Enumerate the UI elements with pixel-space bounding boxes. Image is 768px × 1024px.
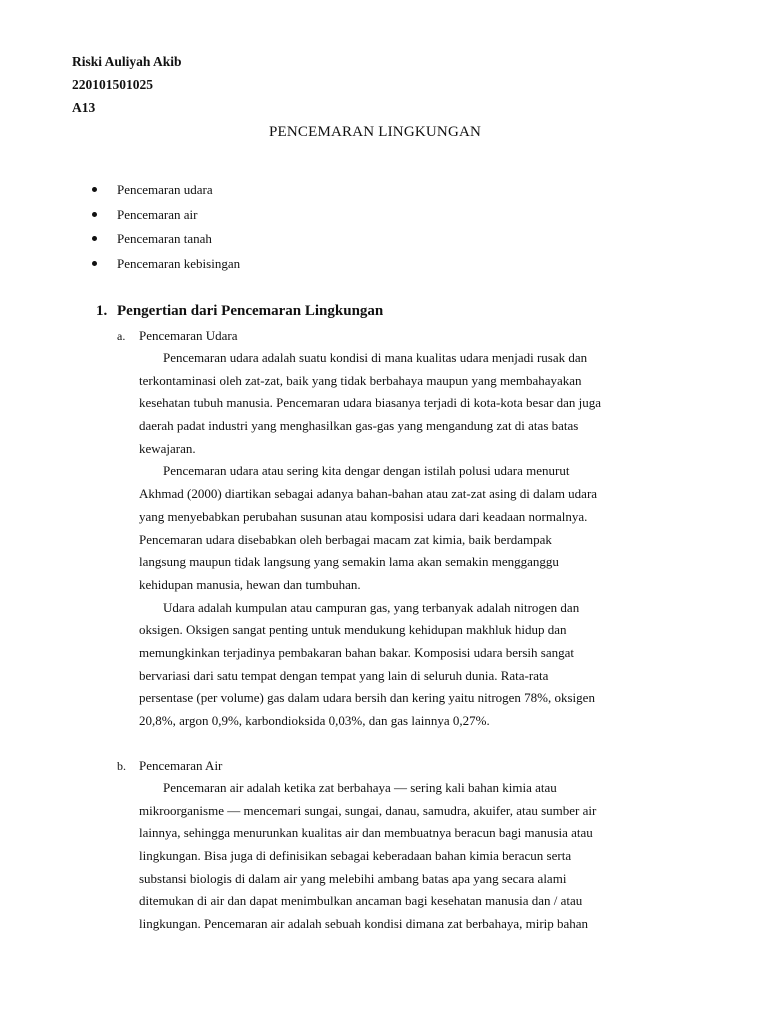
paragraph-line: Udara adalah kumpulan atau campuran gas, yang terbanyak adalah nitrogen dan [163,599,580,615]
student-id: 220101501025 [72,77,153,92]
bullet-text: Pencemaran udara [117,182,213,197]
paragraph-line: bervariasi dari satu tempat dengan tempat yang lain di seluruh dunia. Rata-rata [139,667,549,683]
paragraph-line: Pencemaran udara disebabkan oleh berbagai macam zat kimia, baik berdampak [139,531,552,547]
bullet-text: Pencemaran tanah [117,231,212,246]
subsection-title: Pencemaran Air [139,758,223,773]
section-heading [96,301,383,321]
section-heading-text: Pengertian dari Pencemaran Lingkungan [117,303,384,319]
paragraph-line: lainnya, sehingga menurunkan kualitas air dan membuatnya beracun bagi manusia atau [139,825,593,841]
class-code: A13 [72,100,96,115]
subsection-heading-a [117,326,238,346]
paragraph-line: langsung maupun tidak langsung yang semakin lama akan semakin mengganggu [139,554,559,570]
bullet-text: Pencemaran kebisingan [117,255,241,271]
paragraph-line: Pencemaran air adalah ketika zat berbahaya — sering kali bahan kimia atau [163,780,557,795]
topic-bullet-list [92,180,240,278]
bullet-text: Pencemaran air [117,206,198,222]
paragraph-line: mikroorganisme — mencemari sungai, sungai, danau, samudra, akuifer, atau sumber air [139,802,597,818]
paragraph-line: kesehatan tubuh manusia. Pencemaran udara biasanya terjadi di kota-kota besar dan juga [139,395,602,411]
subsection-title: Pencemaran Udara [139,328,238,343]
bullet-dot-icon [92,212,97,217]
paragraph-line: ditemukan di air dan dapat menimbulkan ancaman bagi kesehatan manusia dan / atau [139,893,583,909]
bullet-dot-icon [92,187,97,192]
paragraph-line: terkontaminasi oleh zat-zat, baik yang tidak berbahaya maupun yang membahayakan [139,372,582,388]
paragraph-line: 20,8%, argon 0,9%, karbondioksida 0,03%, dan gas lainnya 0,27%. [139,713,490,728]
bullet-item [92,205,240,230]
paragraph-line: lingkungan. Pencemaran air adalah sebuah kondisi dimana zat berbahaya, mirip bahan [139,916,589,932]
bullet-item [92,254,240,279]
document-title: PENCEMARAN LINGKUNGAN [268,124,482,140]
subsection-letter: b. [117,759,126,773]
paragraph-line: daerah padat industri yang menghasilkan gas-gas yang mengandung zat di atas batas [139,418,579,434]
section-number: 1. [96,303,108,319]
bullet-dot-icon [92,236,97,241]
author-name: Riski Auliyah Akib [72,54,182,69]
bullet-item [92,229,240,254]
bullet-dot-icon [92,261,97,266]
paragraph-line: kewajaran. [139,440,196,456]
subsection-body-b [139,778,679,937]
paragraph-line: persentase (per volume) gas dalam udara bersih dan kering yaitu nitrogen 78%, oksigen [139,690,595,706]
subsection-body-a [139,348,679,734]
paragraph-line: oksigen. Oksigen sangat penting untuk mendukung kehidupan makhluk hidup dan [139,622,567,638]
paragraph-line: lingkungan. Bisa juga di definisikan sebagai keberadaan bahan kimia beracun serta [139,848,572,864]
paragraph-line: substansi biologis di dalam air yang melebihi ambang batas apa yang secara alami [139,870,567,886]
bullet-item [92,180,240,205]
paragraph-line: Pencemaran udara adalah suatu kondisi di mana kualitas udara menjadi rusak dan [163,350,588,365]
paragraph-line: Pencemaran udara atau sering kita dengar dengan istilah polusi udara menurut [163,463,570,479]
paragraph-line: Akhmad (2000) diartikan sebagai adanya bahan-bahan atau zat-zat asing di dalam udara [139,486,598,502]
paragraph-line: memungkinkan terjadinya pembakaran bahan bakar. Komposisi udara bersih sangat [139,644,575,660]
paragraph-line: kehidupan manusia, hewan dan tumbuhan. [139,576,361,592]
subsection-letter: a. [117,329,126,343]
paragraph-line: yang menyebabkan perubahan susunan atau komposisi udara dari keadaan normalnya. [139,508,588,524]
subsection-heading-b [117,756,222,776]
